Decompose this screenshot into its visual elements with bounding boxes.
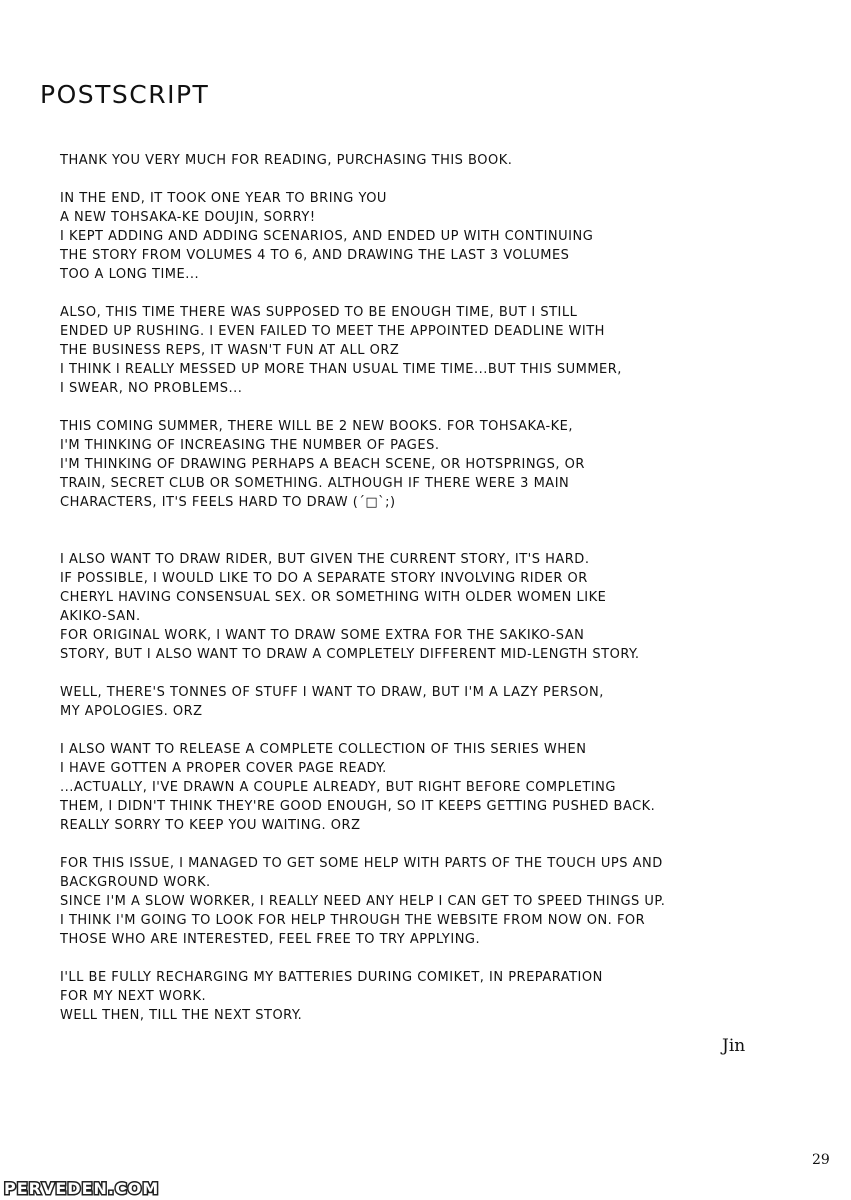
text-line: THIS COMING SUMMER, THERE WILL BE 2 NEW BOOKS. FOR TOHSAKA-KE, — [60, 419, 574, 434]
paragraph-rider — [60, 550, 830, 664]
text-line: AKIKO-SAN. — [60, 609, 141, 624]
text-line: FOR MY NEXT WORK. — [60, 989, 207, 1004]
text-line: TOO A LONG TIME... — [60, 267, 200, 282]
text-line: STORY, BUT I ALSO WANT TO DRAW A COMPLETELY DIFFERENT MID-LENGTH STORY. — [60, 647, 640, 662]
text-line: I HAVE GOTTEN A PROPER COVER PAGE READY. — [60, 761, 387, 776]
text-line: I'M THINKING OF DRAWING PERHAPS A BEACH SCENE, OR HOTSPRINGS, OR — [60, 457, 585, 472]
text-line: SINCE I'M A SLOW WORKER, I REALLY NEED ANY HELP I CAN GET TO SPEED THINGS UP. — [60, 894, 666, 909]
text-line: THEM, I DIDN'T THINK THEY'RE GOOD ENOUGH, SO IT KEEPS GETTING PUSHED BACK. — [60, 799, 656, 814]
text-line: MY APOLOGIES. ORZ — [60, 704, 203, 719]
paragraph-one-year — [60, 189, 830, 284]
text-line: FOR THIS ISSUE, I MANAGED TO GET SOME HELP WITH PARTS OF THE TOUCH UPS AND — [60, 856, 663, 871]
paragraph-collection — [60, 740, 830, 835]
text-line: ALSO, THIS TIME THERE WAS SUPPOSED TO BE ENOUGH TIME, BUT I STILL — [60, 305, 578, 320]
postscript-body — [60, 151, 830, 1044]
text-line: I ALSO WANT TO RELEASE A COMPLETE COLLECTION OF THIS SERIES WHEN — [60, 742, 587, 757]
text-line: FOR ORIGINAL WORK, I WANT TO DRAW SOME EXTRA FOR THE SAKIKO-SAN — [60, 628, 585, 643]
page-title: POSTSCRIPT — [40, 80, 210, 109]
text-line: A NEW TOHSAKA-KE DOUJIN, SORRY! — [60, 210, 316, 225]
watermark-text: PERVEDEN.COM — [4, 1179, 160, 1198]
text-line: WELL, THERE'S TONNES OF STUFF I WANT TO DRAW, BUT I'M A LAZY PERSON, — [60, 685, 604, 700]
text-line: THE STORY FROM VOLUMES 4 TO 6, AND DRAWING THE LAST 3 VOLUMES — [60, 248, 570, 263]
text-line: I KEPT ADDING AND ADDING SCENARIOS, AND ENDED UP WITH CONTINUING — [60, 229, 594, 244]
text-line: I THINK I REALLY MESSED UP MORE THAN USUAL TIME TIME...BUT THIS SUMMER, — [60, 362, 622, 377]
text-line: WELL THEN, TILL THE NEXT STORY. — [60, 1008, 303, 1023]
text-line: IF POSSIBLE, I WOULD LIKE TO DO A SEPARATE STORY INVOLVING RIDER OR — [60, 571, 588, 586]
text-line: CHERYL HAVING CONSENSUAL SEX. OR SOMETHING WITH OLDER WOMEN LIKE — [60, 590, 607, 605]
text-line: THE BUSINESS REPS, IT WASN'T FUN AT ALL ORZ — [60, 343, 400, 358]
text-line: I SWEAR, NO PROBLEMS... — [60, 381, 243, 396]
text-line: CHARACTERS, IT'S FEELS HARD TO DRAW (´□`;) — [60, 495, 396, 510]
text-line: I'LL BE FULLY RECHARGING MY BATTERIES DURING COMIKET, IN PREPARATION — [60, 970, 603, 985]
text-line: IN THE END, IT TOOK ONE YEAR TO BRING YOU — [60, 191, 387, 206]
text-line: I ALSO WANT TO DRAW RIDER, BUT GIVEN THE CURRENT STORY, IT'S HARD. — [60, 552, 590, 567]
text-line: THOSE WHO ARE INTERESTED, FEEL FREE TO TRY APPLYING. — [60, 932, 481, 947]
text-line: TRAIN, SECRET CLUB OR SOMETHING. ALTHOUGH IF THERE WERE 3 MAIN — [60, 476, 570, 491]
text-line: ...ACTUALLY, I'VE DRAWN A COUPLE ALREADY, BUT RIGHT BEFORE COMPLETING — [60, 780, 616, 795]
paragraph-summer — [60, 417, 830, 512]
paragraph-rushing — [60, 303, 830, 398]
text-line: ENDED UP RUSHING. I EVEN FAILED TO MEET THE APPOINTED DEADLINE WITH — [60, 324, 605, 339]
watermark-logo — [2, 1178, 212, 1198]
text-line: I THINK I'M GOING TO LOOK FOR HELP THROUGH THE WEBSITE FROM NOW ON. FOR — [60, 913, 646, 928]
page-number: 29 — [812, 1152, 830, 1168]
author-signature: Jin — [722, 1036, 746, 1056]
text-line: REALLY SORRY TO KEEP YOU WAITING. ORZ — [60, 818, 361, 833]
paragraph-help — [60, 854, 830, 949]
paragraph-lazy — [60, 683, 830, 721]
paragraph-thanks — [60, 151, 830, 170]
text-line: BACKGROUND WORK. — [60, 875, 211, 890]
text-line: I'M THINKING OF INCREASING THE NUMBER OF PAGES. — [60, 438, 440, 453]
paragraph-closing — [60, 968, 830, 1025]
text-line: THANK YOU VERY MUCH FOR READING, PURCHASING THIS BOOK. — [60, 153, 513, 168]
